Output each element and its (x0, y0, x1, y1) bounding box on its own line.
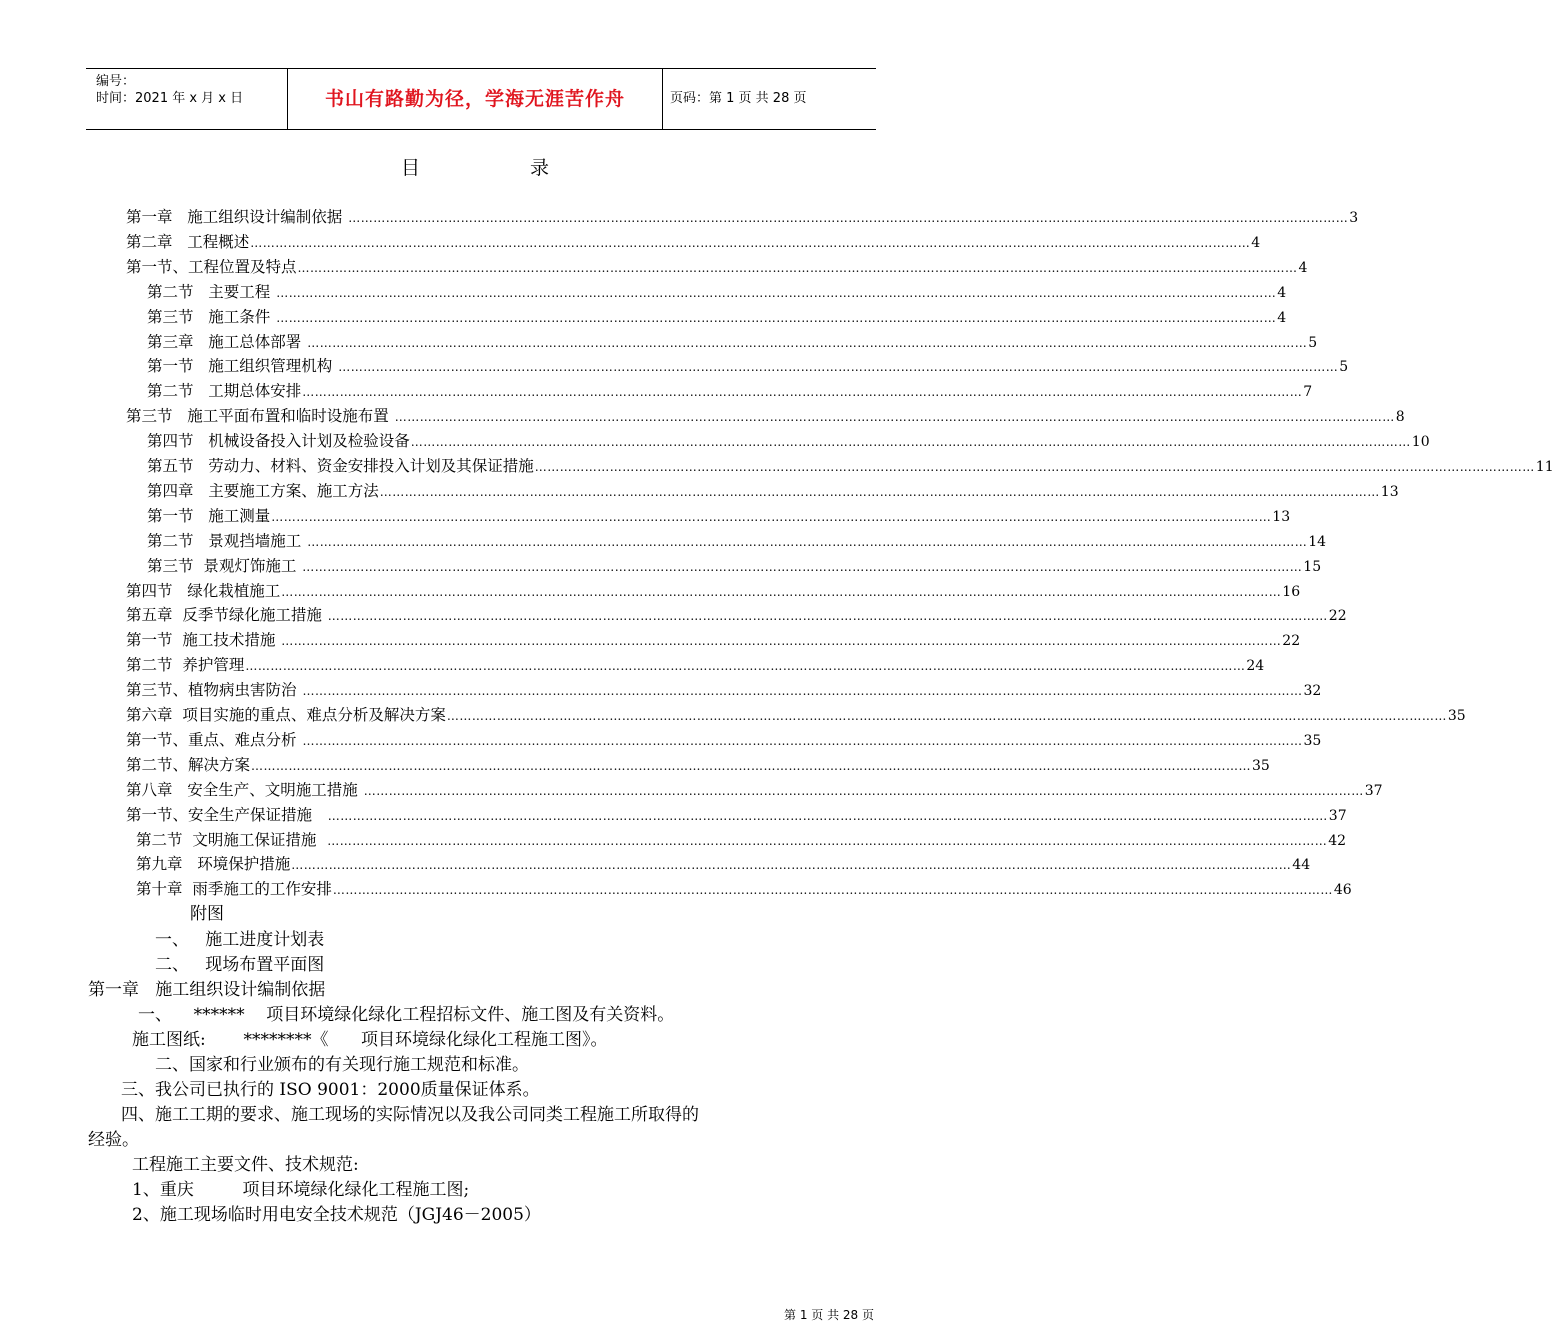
toc-leader-dots: …………………………………………………………………………………………………………………………………………………………………………………………………………………… (276, 285, 1277, 300)
code-label: 编号： (96, 74, 136, 89)
toc-leader-dots: …………………………………………………………………………………………………………………………………………………………………………………………………………………… (302, 684, 1303, 699)
toc-entry-page: 5 (1308, 334, 1318, 351)
toc-leader-dots: …………………………………………………………………………………………………………………………………………………………………………………………………………………… (338, 360, 1339, 375)
toc-entry[interactable] (147, 430, 1430, 452)
toc-entry-page: 4 (1277, 309, 1287, 326)
toc-entry[interactable] (126, 405, 1405, 427)
toc-leader-dots: …………………………………………………………………………………………………………………………………………………………………………………………………………………… (534, 460, 1535, 474)
toc-entry-page: 13 (1380, 483, 1399, 500)
toc-entry-page: 22 (1282, 633, 1301, 650)
toc-entry-page: 35 (1447, 708, 1466, 724)
body-line: 四、施工工期的要求、施工现场的实际情况以及我公司同类工程施工所取得的 (121, 1105, 699, 1125)
toc-leader-dots: …………………………………………………………………………………………………………………………………………………………………………………………………………………… (291, 858, 1292, 873)
toc-leader-dots: …………………………………………………………………………………………………………………………………………………………………………………………………………………… (250, 235, 1251, 250)
toc-leader-dots: …………………………………………………………………………………………………………………………………………………………………………………………………………………… (348, 211, 1349, 225)
toc-entry-page: 5 (1339, 359, 1349, 376)
toc-leader-dots: …………………………………………………………………………………………………………………………………………………………………………………………………………………… (302, 733, 1303, 748)
toc-entry-page: 8 (1395, 409, 1405, 426)
toc-leader-dots: …………………………………………………………………………………………………………………………………………………………………………………………………………………… (271, 509, 1272, 524)
toc-leader-dots: …………………………………………………………………………………………………………………………………………………………………………………………………………………… (281, 584, 1282, 599)
toc-entry-label: 第三节 施工平面布置和临时设施布置 (126, 407, 394, 426)
toc-leader-dots: …………………………………………………………………………………………………………………………………………………………………………………………………………………… (327, 609, 1328, 624)
toc-leader-dots: …………………………………………………………………………………………………………………………………………………………………………………………………………………… (327, 808, 1328, 823)
toc-entry-page: 11 (1535, 459, 1554, 475)
toc-leader-dots: …………………………………………………………………………………………………………………………………………………………………………………………………………………… (302, 385, 1303, 400)
toc-title-char-1: 目 (400, 157, 420, 179)
toc-leader-dots: …………………………………………………………………………………………………………………………………………………………………………………………………………………… (281, 634, 1282, 649)
page-header (86, 68, 876, 130)
toc-entry-page: 4 (1298, 259, 1308, 276)
toc-entry-label: 第四章 主要施工方案、施工方法 (147, 481, 379, 500)
toc-entry-label: 第一章 施工组织设计编制依据 (126, 208, 348, 226)
toc-leader-dots: …………………………………………………………………………………………………………………………………………………………………………………………………………………… (307, 335, 1308, 350)
toc-leader-dots: …………………………………………………………………………………………………………………………………………………………………………………………………………………… (327, 833, 1328, 848)
toc-entry-label: 第二节 文明施工保证措施 (136, 830, 327, 849)
toc-leader-dots: …………………………………………………………………………………………………………………………………………………………………………………………………………………… (446, 709, 1447, 723)
toc-entry-label: 第三节、植物病虫害防治 (126, 681, 302, 700)
time-label: 时间：2021 年 x 月 x 日 (96, 91, 244, 106)
toc-entry-page: 3 (1349, 210, 1359, 226)
body-line: 施工图纸: ********《 项目环境绿化绿化工程施工图》。 (132, 1030, 608, 1050)
toc-entry-page: 16 (1282, 583, 1301, 600)
toc-entry-label: 第一节、工程位置及特点 (126, 257, 297, 276)
toc-entry-label: 第四节 机械设备投入计划及检验设备 (147, 432, 410, 451)
toc-entry[interactable] (126, 629, 1301, 651)
toc-entry[interactable] (126, 580, 1301, 602)
toc-entry[interactable] (126, 779, 1383, 801)
toc-title (0, 153, 950, 180)
toc-entry-page: 46 (1333, 882, 1352, 899)
body-line: 2、施工现场临时用电安全技术规范（JGJ46－2005） (132, 1205, 541, 1225)
toc-entry-page: 13 (1272, 508, 1291, 525)
toc-entry-page: 7 (1303, 384, 1313, 401)
toc-entry-label: 第四节 绿化栽植施工 (126, 581, 281, 600)
toc-entry[interactable] (147, 480, 1399, 502)
toc-entry[interactable] (136, 878, 1352, 900)
toc-entry-label: 第五章 反季节绿化施工措施 (126, 606, 327, 625)
toc-leader-dots: …………………………………………………………………………………………………………………………………………………………………………………………………………………… (394, 410, 1395, 425)
toc-leader-dots: …………………………………………………………………………………………………………………………………………………………………………………………………………………… (251, 758, 1252, 773)
toc-entry-label: 第一节、重点、难点分析 (126, 730, 302, 749)
toc-entry[interactable] (147, 306, 1287, 328)
toc-entry-label: 第二节、解决方案 (126, 755, 251, 774)
toc-entry-label: 第六章 项目实施的重点、难点分析及解决方案 (126, 706, 446, 724)
toc-entry[interactable] (147, 380, 1313, 402)
toc-entry-page: 35 (1303, 732, 1322, 749)
toc-entry-page: 14 (1308, 533, 1327, 550)
toc-entry[interactable] (126, 679, 1322, 701)
toc-entry[interactable] (126, 754, 1270, 776)
toc-entry[interactable] (147, 455, 1554, 477)
toc-entry[interactable] (147, 281, 1287, 303)
toc-entry-label: 第五节 劳动力、材料、资金安排投入计划及其保证措施 (147, 457, 534, 475)
toc-entry[interactable] (126, 704, 1466, 726)
toc-entry[interactable] (147, 505, 1291, 527)
toc-entry-label: 第二章 工程概述 (126, 232, 250, 251)
toc-entry-label: 第一节、安全生产保证措施 (126, 805, 327, 824)
toc-entry-label: 第三节 景观灯饰施工 (147, 556, 302, 575)
toc-entry[interactable] (126, 654, 1265, 676)
toc-entry-page: 32 (1303, 683, 1322, 700)
toc-entry-page: 22 (1328, 608, 1347, 625)
toc-entry[interactable] (136, 829, 1347, 851)
appendix-item: 二、 现场布置平面图 (155, 955, 325, 975)
body-line: 二、国家和行业颁布的有关现行施工规范和标准。 (155, 1055, 529, 1075)
body-line: 1、重庆 项目环境绿化绿化工程施工图; (132, 1180, 470, 1200)
toc-entry[interactable] (126, 729, 1322, 751)
toc-entry-label: 第二节 养护管理 (126, 656, 245, 675)
toc-entry-label: 第三章 施工总体部署 (147, 332, 307, 351)
header-motto: 书山有路勤为径，学海无涯苦作舟 (287, 69, 663, 129)
toc-title-char-2: 录 (530, 157, 550, 179)
toc-leader-dots: …………………………………………………………………………………………………………………………………………………………………………………………………………………… (297, 260, 1298, 275)
toc-entry[interactable] (147, 355, 1349, 377)
toc-entry-label: 第一节 施工组织管理机构 (147, 357, 338, 376)
toc-entry-page: 4 (1277, 284, 1287, 301)
toc-leader-dots: …………………………………………………………………………………………………………………………………………………………………………………………………………………… (410, 435, 1411, 450)
toc-entry-page: 37 (1364, 782, 1383, 799)
toc-entry-page: 37 (1328, 807, 1347, 824)
toc-leader-dots: …………………………………………………………………………………………………………………………………………………………………………………………………………………… (302, 559, 1303, 574)
body-line: 工程施工主要文件、技术规范: (132, 1155, 359, 1175)
toc-entry-page: 35 (1252, 757, 1270, 774)
body-line: 一、 ****** 项目环境绿化绿化工程招标文件、施工图及有关资料。 (138, 1005, 675, 1025)
page-footer: 第 1 页 共 28 页 (784, 1308, 874, 1322)
toc-entry-page: 10 (1411, 434, 1430, 451)
toc-entry-page: 42 (1328, 832, 1347, 849)
toc-entry-label: 第二节 主要工程 (147, 282, 276, 301)
body-line: 三、我公司已执行的 ISO 9001：2000质量保证体系。 (121, 1080, 540, 1100)
body-line: 经验。 (88, 1130, 139, 1150)
chapter-title: 第一章 施工组织设计编制依据 (88, 980, 326, 1000)
toc-entry[interactable] (147, 555, 1322, 577)
toc-entry-label: 第十章 雨季施工的工作安排 (136, 880, 332, 899)
toc-entry-label: 第三节 施工条件 (147, 307, 276, 326)
toc-entry[interactable] (147, 331, 1318, 353)
toc-entry[interactable] (126, 604, 1347, 626)
toc-entry-label: 第九章 环境保护措施 (136, 855, 291, 874)
toc-leader-dots: …………………………………………………………………………………………………………………………………………………………………………………………………………………… (245, 659, 1246, 674)
appendix-title: 附图 (190, 904, 224, 924)
toc-leader-dots: …………………………………………………………………………………………………………………………………………………………………………………………………………………… (276, 310, 1277, 325)
header-meta (86, 69, 287, 129)
toc-entry[interactable] (126, 206, 1359, 228)
toc-entry-label: 第二节 工期总体安排 (147, 382, 302, 401)
toc-entry-label: 第八章 安全生产、文明施工措施 (126, 780, 363, 799)
toc-leader-dots: …………………………………………………………………………………………………………………………………………………………………………………………………………………… (332, 883, 1333, 898)
toc-entry-page: 4 (1251, 234, 1261, 251)
toc-entry[interactable] (126, 256, 1308, 278)
toc-leader-dots: …………………………………………………………………………………………………………………………………………………………………………………………………………………… (307, 534, 1308, 549)
header-page-label: 页码：第 1 页 共 28 页 (670, 91, 807, 106)
toc-entry-label: 第一节 施工技术措施 (126, 631, 281, 650)
toc-entry[interactable] (136, 853, 1311, 875)
appendix-item: 一、 施工进度计划表 (155, 930, 325, 950)
toc-entry-page: 15 (1303, 558, 1322, 575)
toc-entry-label: 第二节 景观挡墙施工 (147, 531, 307, 550)
toc-entry[interactable] (126, 804, 1347, 826)
toc-entry-page: 44 (1292, 857, 1311, 874)
toc-entry[interactable] (126, 231, 1261, 253)
toc-entry-page: 24 (1246, 658, 1265, 675)
toc-leader-dots: …………………………………………………………………………………………………………………………………………………………………………………………………………………… (379, 484, 1380, 499)
toc-entry-label: 第一节 施工测量 (147, 506, 271, 525)
toc-leader-dots: …………………………………………………………………………………………………………………………………………………………………………………………………………………… (363, 783, 1364, 798)
toc-entry[interactable] (147, 530, 1327, 552)
